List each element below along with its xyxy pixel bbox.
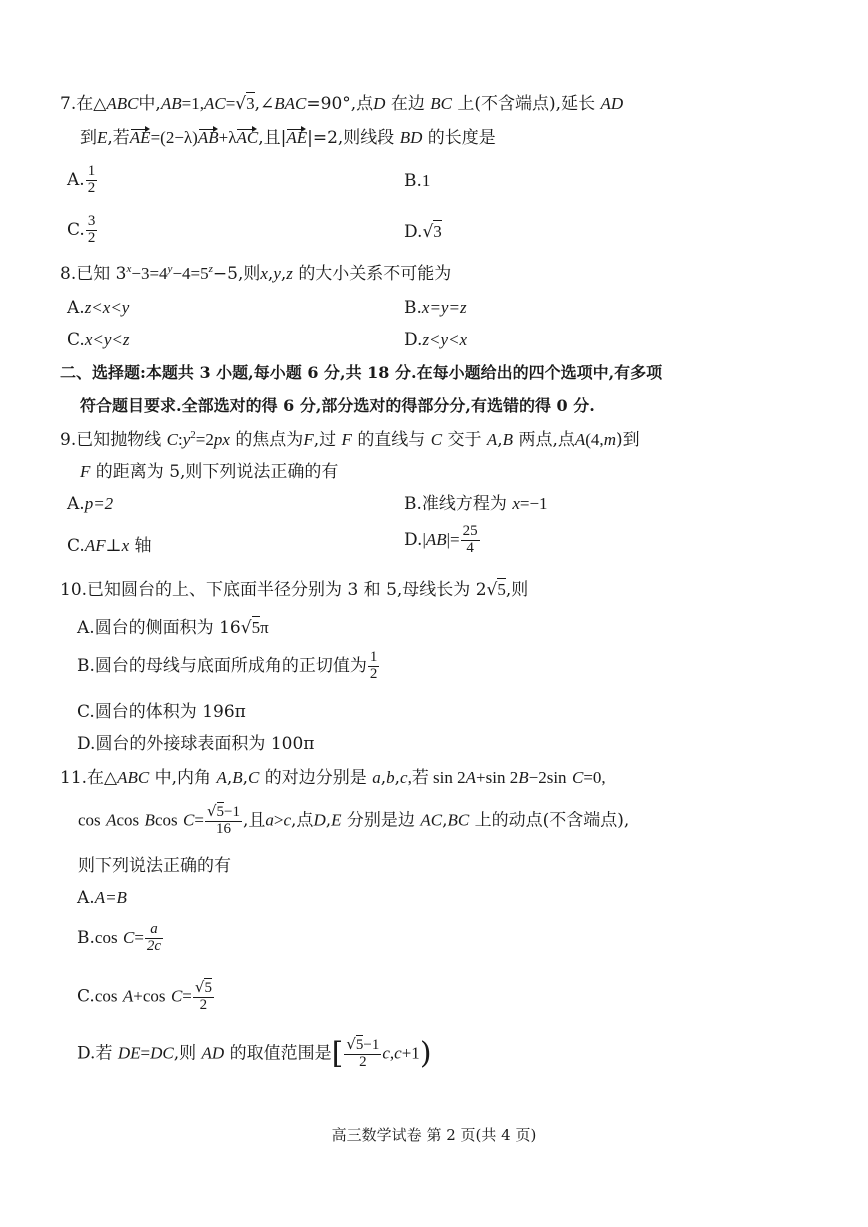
math: B [502, 430, 514, 449]
text: , [380, 768, 387, 788]
option-label: D. [77, 734, 96, 754]
radicand: 5 [355, 1037, 364, 1054]
text: 的直线与 [357, 430, 426, 450]
option-label: A. [77, 888, 95, 908]
math: 3 [433, 222, 442, 241]
math: =(2−λ) [150, 128, 198, 147]
math: AB [160, 94, 182, 113]
text: 到 [80, 128, 97, 148]
sqrt-sign: √ [235, 94, 247, 114]
math: −4=5 [172, 264, 209, 283]
q7-option-b [404, 171, 430, 191]
math: b [386, 768, 395, 787]
text: ,点 [291, 810, 314, 831]
q8-stem [60, 264, 451, 284]
option-label: B. [77, 655, 95, 676]
exponent: z [208, 263, 213, 275]
math: ABC [106, 94, 139, 113]
option-label: B. [404, 494, 422, 514]
math: A [122, 986, 134, 1006]
math: B [144, 810, 155, 830]
sqrt-sign: √ [422, 222, 434, 242]
text: 中, [138, 94, 161, 114]
option-label: C. [67, 536, 85, 556]
text: , [497, 430, 503, 450]
text: 已知抛物线 [76, 430, 162, 450]
option-label: C. [67, 219, 85, 240]
q10-option-c [77, 702, 246, 722]
math: AF [84, 536, 106, 555]
q9-number: 9. [60, 430, 77, 450]
math: A [574, 430, 586, 449]
text: 在△ [76, 94, 107, 114]
math: BC [430, 94, 452, 113]
math: (4, [585, 430, 604, 449]
q11-line1 [60, 768, 606, 788]
math: D [313, 810, 326, 830]
q11-option-a [77, 888, 127, 908]
math: = [182, 986, 192, 1006]
text: , [267, 264, 274, 284]
option-label: D. [77, 1043, 96, 1064]
left-bracket: [ [331, 1036, 344, 1071]
math: −1 [363, 1037, 380, 1054]
sqrt-sign: √ [486, 580, 498, 600]
math: cos [94, 927, 118, 947]
math: C [170, 986, 183, 1006]
math: AD [600, 94, 624, 113]
text: 的焦点为 [235, 430, 304, 450]
section-2-heading-line1: 二、选择题:本题共 3 小题,每小题 6 分,共 18 分.在每小题给出的四个选项中,有多项 [60, 363, 663, 382]
option-label: C. [77, 986, 95, 1007]
math: px [213, 430, 230, 449]
numerator: 3 [87, 213, 96, 229]
math: A [106, 810, 117, 830]
math: x<y<z [84, 330, 130, 349]
denominator: 2c [146, 937, 162, 954]
q10-option-d [77, 734, 314, 754]
math: −3=4 [131, 264, 168, 283]
math: C [571, 768, 584, 787]
radicand: 5 [216, 804, 225, 820]
text: ,且| [258, 128, 287, 148]
math: c [394, 1043, 402, 1063]
math: +λ [218, 128, 237, 147]
q10-number: 10. [60, 580, 88, 600]
exponent: y [167, 263, 173, 275]
math: C [122, 927, 135, 947]
math: 5 [251, 618, 261, 637]
math: C [248, 768, 260, 787]
text: , [280, 264, 287, 284]
vector: AE [286, 128, 308, 147]
sqrt-sign: √ [240, 618, 252, 638]
math: c [283, 810, 292, 830]
text: 的长度是 [427, 128, 496, 148]
q9-line2 [80, 462, 338, 482]
text: , [325, 810, 332, 831]
math: z<x<y [84, 298, 130, 317]
math: C [166, 430, 178, 449]
exponent: x [126, 263, 132, 275]
sqrt-sign: √ [194, 978, 205, 996]
text: 中,内角 [154, 768, 212, 788]
denominator: 2 [359, 1054, 367, 1070]
math: AB [425, 529, 447, 549]
math: x [121, 536, 130, 555]
math: ABC [117, 768, 150, 787]
text: 准线方程为 [421, 494, 507, 514]
vector: AB [197, 128, 219, 147]
vector: AE [129, 128, 151, 147]
q7-option-a [67, 164, 98, 197]
numerator: 1 [87, 163, 96, 179]
radicand: 5 [204, 980, 212, 996]
text: =90°,点 [306, 94, 374, 114]
text: 的大小关系不可能为 [298, 264, 452, 284]
math: A [216, 768, 227, 787]
text: 若 [95, 1043, 113, 1064]
q7-line1 [60, 94, 623, 114]
math: −1 [224, 804, 240, 820]
q10-option-a [77, 618, 269, 638]
fraction [344, 1037, 381, 1071]
math: B [518, 768, 529, 787]
option-label: A. [77, 618, 95, 638]
text: 已知圆台的上、下底面半径分别为 3 和 5,母线长为 2 [87, 580, 487, 600]
text: 的对边分别是 [264, 768, 367, 788]
text: , [442, 810, 448, 831]
q11-number: 11. [60, 768, 88, 788]
denominator: 2 [87, 229, 96, 246]
fraction [205, 804, 242, 838]
option-label: A. [67, 169, 85, 190]
q11-line2 [78, 804, 629, 838]
math: =−1 [519, 494, 548, 513]
math: A=B [94, 888, 127, 907]
math: > [273, 810, 284, 830]
math: F [303, 430, 314, 449]
math: , [389, 1043, 395, 1063]
math: cos [154, 810, 178, 830]
fraction [145, 922, 163, 955]
sqrt-sign: √ [206, 802, 217, 820]
math: 1 [421, 171, 431, 190]
math: =0, [583, 768, 606, 787]
math: BC [447, 810, 470, 830]
q9-option-a [67, 494, 113, 514]
numerator [205, 804, 242, 822]
q11-option-c [77, 980, 215, 1014]
text: , [394, 768, 401, 788]
text: ,过 [313, 430, 337, 450]
math: AC [203, 94, 226, 113]
option-label: C. [67, 330, 85, 350]
q11-option-b [77, 922, 164, 955]
q9-line1 [60, 430, 640, 450]
text: ,且 [242, 810, 266, 831]
exponent: 2 [190, 429, 196, 441]
text: , [226, 768, 233, 788]
q8-option-a [67, 298, 129, 318]
vector: AC [236, 128, 259, 147]
math: c [382, 1043, 390, 1063]
text: 的距离为 5,则下列说法正确的有 [95, 462, 339, 482]
text: 交于 [447, 430, 482, 450]
math: : [177, 430, 183, 449]
math: x=y=z [421, 298, 467, 317]
math: x [260, 264, 268, 283]
math: BD [399, 128, 423, 147]
text: 在边 [390, 94, 425, 114]
option-label: C. [77, 702, 95, 722]
text: ,∠ [254, 94, 275, 114]
math: D [373, 94, 386, 113]
math: −2sin [528, 768, 567, 787]
q10-option-b [77, 650, 380, 683]
fraction [193, 980, 214, 1014]
math: A [486, 430, 498, 449]
math: x [512, 494, 520, 513]
math: B [232, 768, 243, 787]
text: ,若 [107, 128, 130, 148]
text: 圆台的母线与底面所成角的正切值为 [94, 655, 367, 676]
q8-option-d [404, 330, 467, 350]
denominator: 2 [199, 996, 208, 1013]
text: ,则 [173, 1043, 197, 1064]
q11-option-d [77, 1036, 432, 1072]
numerator: 1 [369, 649, 378, 665]
math: C [183, 810, 195, 830]
text: 的取值范围是 [229, 1043, 332, 1064]
fraction [86, 214, 98, 247]
q10-stem [60, 580, 528, 600]
text: |=2,则线段 [307, 128, 395, 148]
math: +sin 2 [476, 768, 519, 787]
math: cos [94, 986, 118, 1006]
math: +1 [401, 1043, 420, 1063]
option-label: D. [404, 222, 423, 242]
math: =1, [181, 94, 204, 113]
math: =2 [195, 430, 214, 449]
text: 在△ [87, 768, 118, 788]
text: 上(不含端点),延长 [457, 94, 596, 114]
math: m [603, 430, 616, 449]
option-label: A. [67, 494, 85, 514]
math: ⊥ [105, 536, 122, 555]
q11-line3: 则下列说法正确的有 [78, 856, 231, 876]
fraction [461, 524, 480, 557]
text: 圆台的侧面积为 16 [94, 618, 241, 638]
math: = [194, 810, 204, 830]
page-footer: 高三数学试卷 第 2 页(共 4 页) [331, 1126, 537, 1144]
math: DE [117, 1043, 141, 1063]
q9-option-c [67, 536, 152, 556]
q8-number: 8. [60, 264, 77, 284]
math: BAC [274, 94, 307, 113]
denominator: 2 [87, 179, 96, 196]
text: 圆台的体积为 196π [94, 702, 246, 722]
denominator: 16 [215, 820, 231, 837]
math: z [286, 264, 293, 283]
math: cos [78, 810, 101, 830]
math: a [372, 768, 381, 787]
text: 两点,点 [518, 430, 575, 450]
option-label: D. [404, 330, 423, 350]
numerator: a [145, 922, 163, 939]
q7-option-c [67, 214, 98, 247]
math: 5 [497, 580, 506, 599]
math: E [97, 128, 108, 147]
q7-number: 7. [60, 94, 77, 114]
math: = [140, 1043, 151, 1063]
math: c [400, 768, 408, 787]
option-label: B. [404, 171, 422, 191]
right-paren: ) [419, 1036, 432, 1071]
option-label: B. [77, 927, 95, 948]
q9-option-d [404, 524, 481, 557]
math: +cos [133, 986, 166, 1006]
text: ,则 [505, 580, 529, 600]
fraction [86, 164, 98, 197]
math: F [80, 462, 91, 481]
math: = [225, 94, 236, 113]
fraction [368, 650, 380, 683]
text: 轴 [134, 536, 152, 556]
math: DC [150, 1043, 174, 1063]
denominator: 2 [369, 665, 378, 682]
q9-option-b [404, 494, 548, 514]
math: E [331, 810, 342, 830]
text: 圆台的外接球表面积为 100π [95, 734, 315, 754]
text: , [242, 768, 249, 788]
math: y [182, 430, 191, 449]
math: 3 [246, 94, 255, 113]
section-2-heading-line2: 符合题目要求.全部选对的得 6 分,部分选对的得部分分,有选错的得 0 分. [80, 396, 595, 415]
math: cos [116, 810, 140, 830]
denominator: 4 [466, 539, 474, 556]
text: 分别是边 [346, 810, 415, 831]
sqrt-sign: √ [346, 1035, 356, 1054]
option-label: D. [404, 529, 423, 550]
math: A [465, 768, 477, 787]
numerator [344, 1037, 381, 1055]
q8-option-b [404, 298, 467, 318]
q8-option-c [67, 330, 129, 350]
math: y [273, 264, 281, 283]
math: = [134, 927, 144, 947]
q7-line2 [80, 128, 496, 148]
math: | [422, 529, 426, 549]
math: a [265, 810, 274, 830]
numerator: 25 [462, 523, 478, 539]
math: p=2 [84, 494, 114, 513]
math: |= [446, 529, 460, 549]
text: )到 [615, 430, 640, 450]
q7-option-d [404, 222, 442, 242]
math: F [341, 430, 352, 449]
option-label: A. [67, 298, 85, 318]
math: AC [420, 810, 443, 830]
numerator [193, 980, 214, 998]
text: −5,则 [212, 264, 261, 284]
math: ,若 sin 2 [407, 768, 466, 787]
option-label: B. [404, 298, 422, 318]
math: π [260, 618, 269, 637]
text: 上的动点(不含端点), [474, 810, 630, 831]
math: z<y<x [422, 330, 468, 349]
text: 已知 3 [76, 264, 127, 284]
math: AD [201, 1043, 225, 1063]
math: C [430, 430, 443, 449]
